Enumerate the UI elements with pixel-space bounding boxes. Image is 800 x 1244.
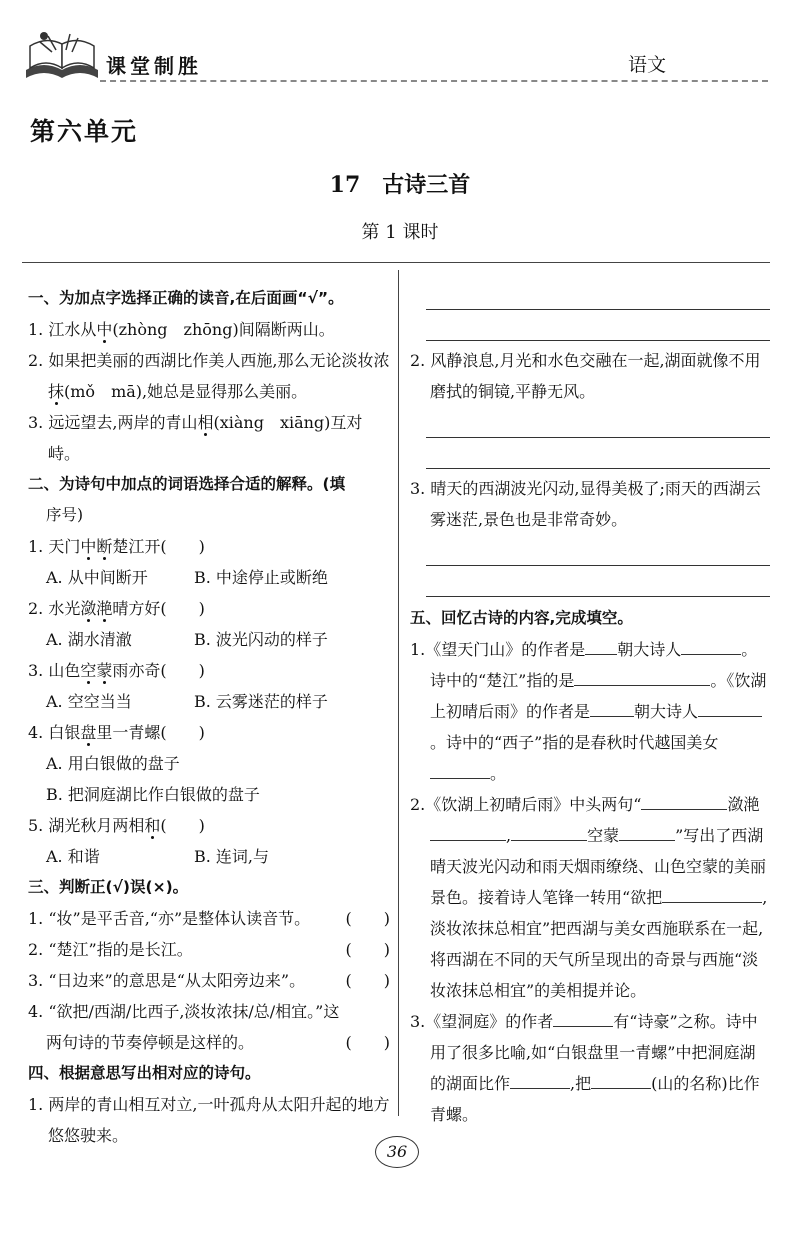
s5q1-blank-3[interactable] xyxy=(574,667,710,686)
s2q2-dot1: 潋 xyxy=(80,599,97,618)
book-logo-icon xyxy=(22,30,102,82)
column-divider xyxy=(398,270,399,1116)
s5q2-blank-3[interactable] xyxy=(511,822,587,841)
s2q1-option-a: A. 从中间断开 xyxy=(46,568,148,587)
s2-question-3 xyxy=(28,655,390,686)
page-number: 36 xyxy=(375,1136,419,1168)
header-divider xyxy=(100,80,768,82)
s1q1-post: (zhòng zhōng)间隔断两山。 xyxy=(112,320,335,339)
s2q2-option-b: B. 波光闪动的样子 xyxy=(194,630,328,649)
s3q4-cont-text: 两句诗的节奏停顿是这样的。 xyxy=(46,1033,255,1052)
s1-question-3 xyxy=(28,407,390,469)
unit-title: 第六单元 xyxy=(30,117,139,146)
s1-question-1 xyxy=(28,314,390,345)
s5q2-text-6: 出了西湖晴天波光闪动和雨天烟雨缭绕、山色空蒙的美丽景色。接着诗人笔锋一转用 xyxy=(430,826,767,907)
s1q2-post: (mǒ mā),她总是显得那么美丽。 xyxy=(64,382,308,401)
lesson-title xyxy=(0,168,800,199)
s3q2-text: 2. “楚江”指的是长江。 xyxy=(28,940,193,959)
s4q1-answer-line-2[interactable] xyxy=(426,310,770,341)
header-subject: 语文 xyxy=(628,54,667,76)
s2q4-dot1: 盘 xyxy=(80,723,97,742)
s4q1-answer-line-1[interactable] xyxy=(426,279,770,310)
s2q5-dot1: 和 xyxy=(144,816,161,835)
s4q2-answer-line-1[interactable] xyxy=(426,407,770,438)
s2q3-dot1: 空 xyxy=(80,661,97,680)
s2q2-dot2: 滟 xyxy=(96,599,113,618)
s3-question-1 xyxy=(28,903,390,934)
s5q1-blank-6[interactable] xyxy=(430,760,490,779)
s1q3-dot-char: 相 xyxy=(197,413,214,432)
lesson-period: 第 1 课时 xyxy=(361,222,439,243)
section-3-heading: 三、判断正(√)误(×)。 xyxy=(28,878,189,896)
s5q1-text-9: 。 xyxy=(490,764,507,783)
s2q4-option-a: A. 用白银做的盘子 xyxy=(46,754,180,773)
s5q2-blank-5[interactable] xyxy=(662,884,762,903)
s4-question-1: 1. 两岸的青山相互对立,一叶孤舟从太阳升起的地方悠悠驶来。 xyxy=(28,1095,390,1145)
s5q3-blank-1[interactable] xyxy=(553,1008,613,1027)
s5q1-blank-1[interactable] xyxy=(585,636,617,655)
s2q2-post: 晴方好( ) xyxy=(112,599,205,618)
s2-question-1 xyxy=(28,531,390,562)
s2q4-option-b: B. 把洞庭湖比作白银做的盘子 xyxy=(46,785,260,804)
s5q3-text-4: (山的名称)比作青螺。 xyxy=(430,1074,760,1124)
s5q2-blank-1[interactable] xyxy=(641,791,727,810)
s2q5-pre: 5. 湖光秋月两相 xyxy=(28,816,145,835)
s1q2-pre: 2. 如果把美丽的西湖比作美人西施,那么无论淡妆浓 xyxy=(28,351,390,370)
s5q2-text-4: 空蒙 xyxy=(587,826,620,845)
s2q2-pre: 2. 水光 xyxy=(28,599,81,618)
s1-question-2 xyxy=(28,345,390,407)
section-2-heading-cont: 序号) xyxy=(46,506,84,524)
s2q3-option-b: B. 云雾迷茫的样子 xyxy=(194,692,328,711)
s4-question-3: 3. 晴天的西湖波光闪动,显得美极了;雨天的西湖云雾迷茫,景色也是非常奇妙。 xyxy=(410,479,761,529)
s5q2-text-7: “欲把 xyxy=(622,888,663,907)
s3-question-2 xyxy=(28,934,390,965)
s3q4-answer-paren[interactable]: ( ) xyxy=(345,1033,390,1052)
s2q1-pre: 1. 天门 xyxy=(28,537,81,556)
s2q1-post: 楚江开( ) xyxy=(112,537,205,556)
s5q2-text-2: 潋滟 xyxy=(727,795,760,814)
s2q1-options xyxy=(28,562,390,593)
s2-question-4 xyxy=(28,717,390,748)
s5q1-text-5: 。 xyxy=(710,671,727,690)
s5q1-text-1: 1.《望天门山》的作者是 xyxy=(410,640,586,659)
s1q1-dot-char: 中 xyxy=(96,320,113,339)
s2q5-post: ( ) xyxy=(160,816,205,835)
s5q1-text-4: 诗中的“楚江”指的是 xyxy=(430,671,575,690)
s5q1-blank-4[interactable] xyxy=(590,698,634,717)
s2q5-option-b: B. 连词,与 xyxy=(194,847,270,866)
s2q2-option-a: A. 湖水清澈 xyxy=(46,630,132,649)
s5q1-text-6: 《饮湖上初晴后雨》的作者是 xyxy=(430,671,767,721)
s3q3-answer-paren[interactable]: ( ) xyxy=(345,971,390,990)
s1q3-pre: 3. 远远望去,两岸的青山 xyxy=(28,413,198,432)
s1q1-pre: 1. 江水从 xyxy=(28,320,97,339)
section-4-heading: 四、根据意思写出相对应的诗句。 xyxy=(28,1064,261,1082)
section-1-heading: 一、为加点字选择正确的读音,在后面画“√”。 xyxy=(28,289,344,307)
s2q3-options xyxy=(28,686,390,717)
s3-question-3 xyxy=(28,965,390,996)
s2q4-post: 里一青螺( ) xyxy=(96,723,205,742)
s3q1-text: 1. “妆”是平舌音,“亦”是整体认读音节。 xyxy=(28,909,311,928)
s4q2-answer-line-2[interactable] xyxy=(426,438,770,469)
s2q1-dot2: 断 xyxy=(96,537,113,556)
top-divider xyxy=(22,262,770,263)
s2q3-option-a: A. 空空当当 xyxy=(46,692,132,711)
s2-question-5 xyxy=(28,810,390,841)
s5q2-blank-4[interactable] xyxy=(619,822,675,841)
s5q3-blank-2[interactable] xyxy=(510,1070,570,1089)
s2q1-option-b: B. 中途停止或断绝 xyxy=(194,568,328,587)
s2q3-post: 雨亦奇( ) xyxy=(112,661,205,680)
s1q3-post: (xiàng xiāng)互对峙。 xyxy=(48,413,363,463)
s5q2-text-5: ”写 xyxy=(675,826,700,845)
s5q2-text-3: , xyxy=(506,826,512,845)
s2q2-options xyxy=(28,624,390,655)
s5q1-blank-5[interactable] xyxy=(698,698,762,717)
s5q1-text-3: 。 xyxy=(741,640,758,659)
section-5-heading: 五、回忆古诗的内容,完成填空。 xyxy=(410,609,633,627)
s5q2-text-8: ,淡妆浓抹总相宜”把西湖与美女西施联系在一起,将西湖在不同的天气所呈现出的奇景与西施“淡妆浓抹总相宜”的美相提并论。 xyxy=(430,888,768,1000)
s5q1-blank-2[interactable] xyxy=(681,636,741,655)
s3q1-answer-paren[interactable]: ( ) xyxy=(345,909,390,928)
left-column xyxy=(28,283,390,1151)
s4-question-2: 2. 风静浪息,月光和水色交融在一起,湖面就像不用磨拭的铜镜,平静无风。 xyxy=(410,351,761,401)
s3q3-text: 3. “日边来”的意思是“从太阳旁边来”。 xyxy=(28,971,306,990)
s4q3-answer-line-2[interactable] xyxy=(426,566,770,597)
section-2-heading: 二、为诗句中加点的词语选择合适的解释。(填 xyxy=(28,475,346,493)
s5-question-1 xyxy=(410,634,770,789)
s5q2-blank-2[interactable] xyxy=(430,822,506,841)
s2q3-dot2: 蒙 xyxy=(96,661,113,680)
s5q3-text-3: ,把 xyxy=(570,1074,592,1093)
s1q2-dot-char: 抹 xyxy=(48,382,65,401)
s5q1-text-7: 朝大诗人 xyxy=(634,702,699,721)
s5q1-text-2: 朝大诗人 xyxy=(617,640,682,659)
s5q3-text-2: 有“诗豪”之称。诗中用了很多比喻,如“白银盘里一青螺”中把洞庭湖的湖面比作 xyxy=(430,1012,758,1093)
right-column xyxy=(410,279,770,1130)
s2-question-2 xyxy=(28,593,390,624)
lesson-name: 古诗三首 xyxy=(382,173,471,198)
s2q4-pre: 4. 白银 xyxy=(28,723,81,742)
s5q3-text-1: 3.《望洞庭》的作者 xyxy=(410,1012,554,1031)
s2q5-options xyxy=(28,841,390,872)
s5q3-blank-3[interactable] xyxy=(591,1070,651,1089)
s3-question-4-cont xyxy=(28,1027,390,1058)
s5-question-3 xyxy=(410,1006,770,1130)
s5-question-2 xyxy=(410,789,770,1006)
s5q2-text-1: 2.《饮湖上初晴后雨》中头两句“ xyxy=(410,795,642,814)
s2q1-dot1: 中 xyxy=(80,537,97,556)
s2q5-option-a: A. 和谐 xyxy=(46,847,100,866)
header-title: 课堂制胜 xyxy=(106,54,202,78)
s5q1-text-8: 。诗中的“西子”指的是春秋时代越国美女 xyxy=(430,733,719,752)
s4q3-answer-line-1[interactable] xyxy=(426,535,770,566)
s3-question-4: 4. “欲把/西湖/比西子,淡妆浓抹/总/相宜。”这 xyxy=(28,1002,340,1021)
s3q2-answer-paren[interactable]: ( ) xyxy=(345,940,390,959)
lesson-number: 17 xyxy=(329,172,361,198)
s2q3-pre: 3. 山色 xyxy=(28,661,81,680)
